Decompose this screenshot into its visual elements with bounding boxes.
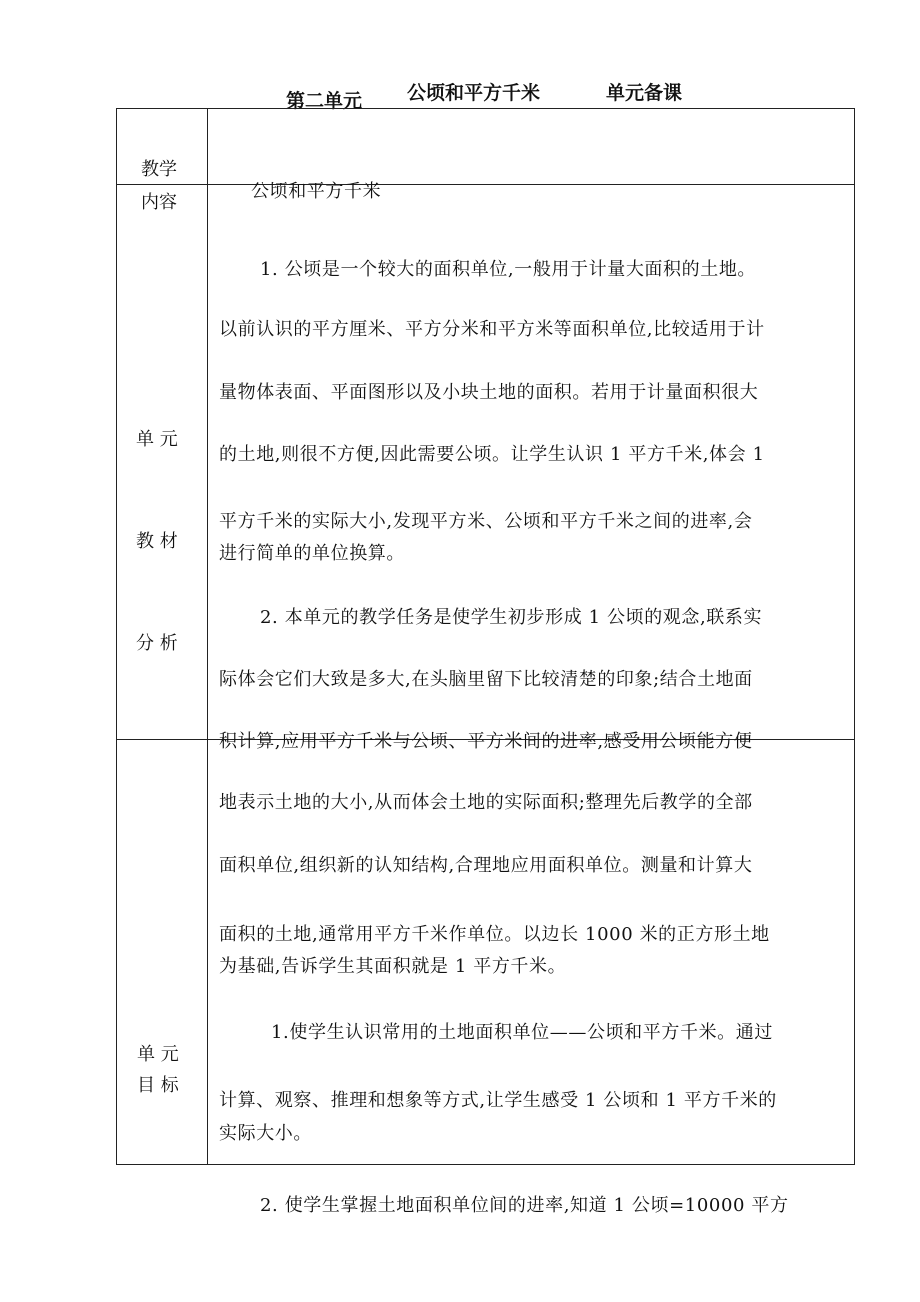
table-divider-1: [116, 184, 855, 185]
after-table-line: 2. 使学生掌握土地面积单位间的进率,知道 1 公顷=10000 平方: [260, 1195, 789, 1216]
content-text: 公顷和平方千米: [251, 181, 382, 202]
body-line: 以前认识的平方厘米、平方分米和平方米等面积单位,比较适用于计: [219, 319, 765, 340]
body-line: 1. 公顷是一个较大的面积单位,一般用于计量大面积的土地。: [260, 259, 757, 280]
title-part1: 第二单元: [286, 90, 363, 112]
body-line: 的土地,则很不方便,因此需要公顷。让学生认识 1 平方千米,体会 1: [219, 444, 765, 465]
body-line: 进行简单的单位换算。: [219, 543, 405, 564]
table-border-top: [116, 108, 855, 109]
label-goals-2: 目 标: [137, 1075, 179, 1096]
body-line: 量物体表面、平面图形以及小块土地的面积。若用于计量面积很大: [219, 382, 759, 403]
table-border-bottom: [116, 1164, 855, 1165]
body-line: 为基础,告诉学生其面积就是 1 平方千米。: [219, 956, 567, 977]
body-line: 际体会它们大致是多大,在头脑里留下比较清楚的印象;结合土地面: [219, 669, 753, 690]
label-goals-1: 单 元: [137, 1044, 179, 1065]
goal-line: 计算、观察、推理和想象等方式,让学生感受 1 公顷和 1 平方千米的: [219, 1090, 777, 1111]
label-analysis-3: 分 析: [136, 633, 178, 654]
label-analysis-1: 单 元: [136, 429, 178, 450]
body-line: 2. 本单元的教学任务是使学生初步形成 1 公顷的观念,联系实: [260, 607, 763, 628]
table-column-divider: [207, 108, 208, 1165]
table-border-left: [116, 108, 117, 1165]
goal-line: 1.使学生认识常用的土地面积单位——公顷和平方千米。通过: [271, 1022, 773, 1043]
label-content-1: 教学: [141, 159, 177, 180]
body-line: 面积的土地,通常用平方千米作单位。以边长 1000 米的正方形土地: [219, 924, 770, 945]
body-line: 积计算,应用平方千米与公顷、平方米间的进率,感受用公顷能方便: [219, 731, 753, 752]
title-part3: 单元备课: [606, 82, 683, 104]
label-content-2: 内容: [141, 192, 177, 213]
body-line: 平方千米的实际大小,发现平方米、公顷和平方千米之间的进率,会: [219, 511, 753, 532]
body-line: 地表示土地的大小,从而体会土地的实际面积;整理先后教学的全部: [219, 792, 753, 813]
body-line: 面积单位,组织新的认知结构,合理地应用面积单位。测量和计算大: [219, 855, 753, 876]
label-analysis-2: 教 材: [136, 531, 178, 552]
page-title: [0, 0, 920, 120]
table-border-right: [854, 108, 855, 1165]
goal-line: 实际大小。: [219, 1123, 312, 1144]
title-part2: 公顷和平方千米: [407, 82, 541, 104]
